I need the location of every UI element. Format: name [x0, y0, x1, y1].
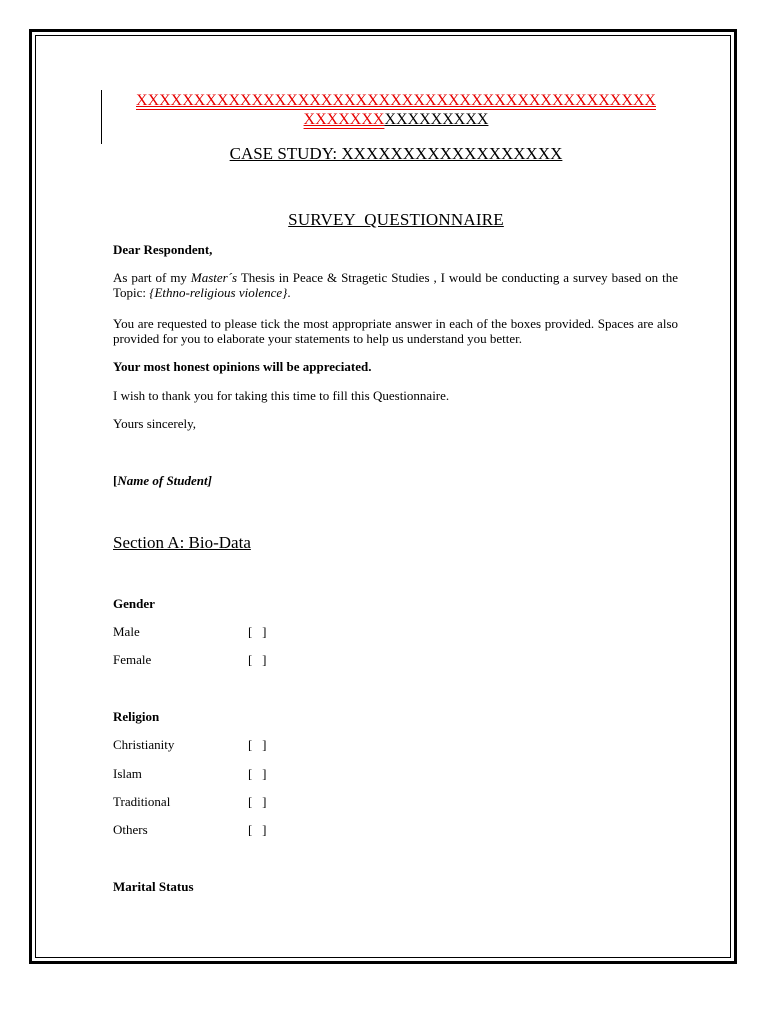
- checkbox-traditional[interactable]: [ ]: [248, 794, 267, 809]
- checkbox-christianity[interactable]: [ ]: [248, 737, 267, 752]
- appreciation-text: Your most honest opinions will be appreciated.: [113, 359, 372, 374]
- instructions-paragraph: You are requested to please tick the most appropriate answer in each of the boxes provided. Spaces are also provided for you to elaborate your statements to help us understand you better.: [113, 316, 678, 346]
- title-text: XXXXXXXXX: [384, 111, 489, 128]
- option-label-islam: Islam: [113, 766, 142, 781]
- closing-text: Yours sincerely,: [113, 416, 197, 431]
- salutation: Dear Respondent,: [113, 242, 213, 257]
- religion-heading: Religion: [113, 709, 160, 724]
- survey-title: SURVEY QUESTIONNAIRE: [288, 210, 504, 229]
- revision-change-bar: [101, 90, 102, 144]
- title-line-1: [110, 92, 682, 110]
- option-label-male: Male: [113, 624, 140, 639]
- checkbox-others[interactable]: [ ]: [248, 822, 267, 837]
- option-label-traditional: Traditional: [113, 794, 171, 809]
- option-label-christianity: Christianity: [113, 737, 175, 752]
- gender-heading: Gender: [113, 596, 155, 611]
- option-label-female: Female: [113, 652, 152, 667]
- checkbox-islam[interactable]: [ ]: [248, 766, 267, 781]
- title-deleted-text: XXXXXXXXXXXXXXXXXXXXXXXXXXXXXXXXXXXXXXXXXXXXX: [136, 92, 656, 109]
- case-study-heading: CASE STUDY: XXXXXXXXXXXXXXXXXX: [229, 144, 563, 163]
- option-label-others: Others: [113, 822, 148, 837]
- intro-paragraph: As part of my Master´s Thesis in Peace & Stragetic Studies , I would be conducting a survey based on the Topic: {Ethno-religious violence}.: [113, 270, 678, 300]
- student-name-placeholder: [Name of Student]: [113, 473, 212, 488]
- title-line-2: [110, 111, 682, 129]
- title-deleted-text-2: XXXXXXX: [303, 111, 385, 128]
- page-border-inner: [35, 35, 731, 958]
- section-a-heading: Section A: Bio-Data: [113, 533, 251, 552]
- thanks-text: I wish to thank you for taking this time to fill this Questionnaire.: [113, 388, 450, 403]
- marital-status-heading: Marital Status: [113, 879, 194, 894]
- checkbox-male[interactable]: [ ]: [248, 624, 267, 639]
- checkbox-female[interactable]: [ ]: [248, 652, 267, 667]
